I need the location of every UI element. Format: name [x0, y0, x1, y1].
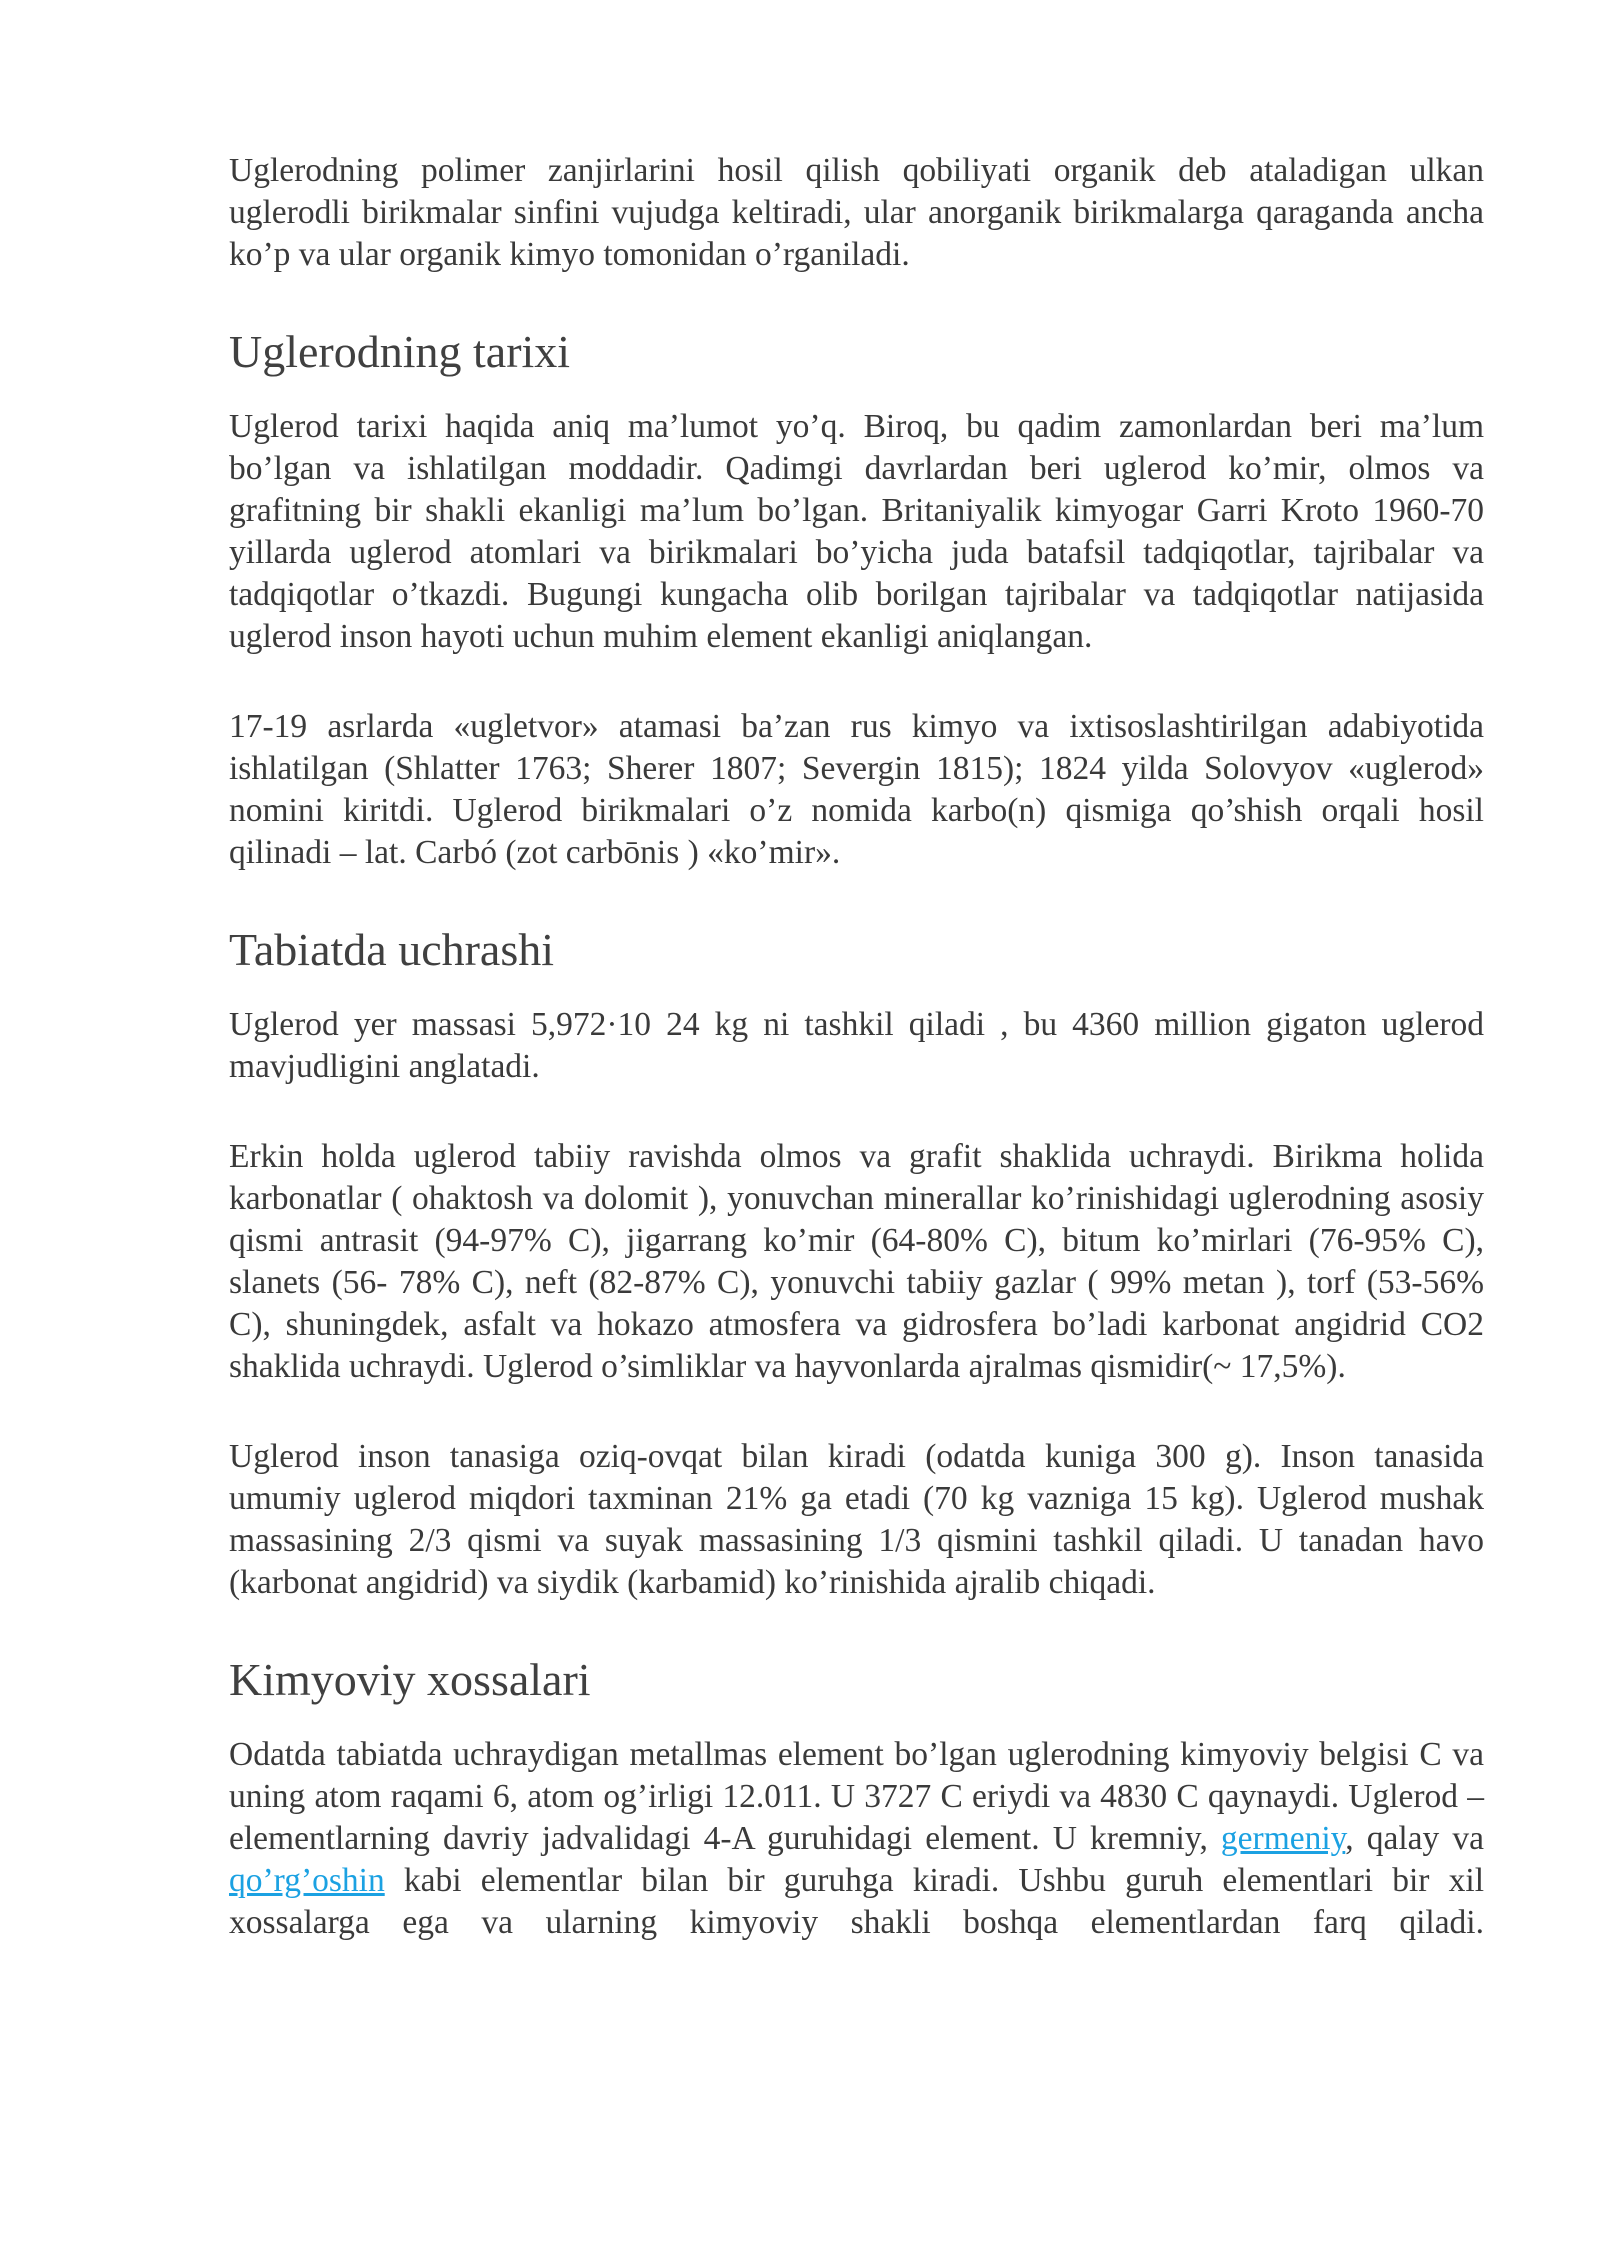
paragraph-chemical-properties — [229, 1734, 1484, 1944]
paragraph-history-1: Uglerod tarixi haqida aniq ma’lumot yo’q. Biroq, bu qadim zamonlardan beri ma’lum bo’lgan va ishlatilgan moddadir. Qadimgi davrlardan beri uglerod ko’mir, olmos va grafitning bir shakli ekanligi ma’lum bo’lgan. Britaniyalik kimyogar Garri Kroto 1960-70 yillarda uglerod atomlari va birikmalari bo’yicha juda batafsil tadqiqotlar, tajribalar va tadqiqotlar o’tkazdi. Bugungi kungacha olib borilgan tajribalar va tadqiqotlar natijasida uglerod inson hayoti uchun muhim element ekanligi aniqlangan. — [229, 408, 1484, 655]
paragraph-history-2: 17-19 asrlarda «ugletvor» atamasi ba’zan rus kimyo va ixtisoslashtirilgan adabiyotida ishlatilgan (Shlatter 1763; Sherer 1807; Severgin 1815); 1824 yilda Solovyov «uglerod» nomini kiritdi. Uglerod birikmalari o’z nomida karbo(n) qismiga qo’shish orqali hosil qilinadi – lat. Carbó (zot carbōnis ) «ko’mir». — [229, 708, 1484, 871]
heading-occurrence: Tabiatda uchrashi — [229, 924, 555, 975]
paragraph-occurrence-3: Uglerod inson tanasiga oziq-ovqat bilan kiradi (odatda kuniga 300 g). Inson tanasida umumiy uglerod miqdori taxminan 21% ga etadi (70 kg vazniga 15 kg). Uglerod mushak massasining 2/3 qismi va suyak massasining 1/3 qismini tashkil qiladi. U tanadan havo (karbonat angidrid) va siydik (karbamid) ko’rinishida ajralib chiqadi. — [229, 1438, 1484, 1601]
heading-history: Uglerodning tarixi — [229, 326, 571, 377]
paragraph-occurrence-2: Erkin holda uglerod tabiiy ravishda olmos va grafit shaklida uchraydi. Birikma holida karbonatlar ( ohaktosh va dolomit ), yonuvchan minerallar ko’rinishidagi uglerodning asosiy qismi antrasit (94-97% C), jigarrang ko’mir (64-80% C), bitum ko’mirlari (76-95% C), slanets (56- 78% C), neft (82-87% C), yonuvchi tabiiy gazlar ( 99% metan ), torf (53-56% C), shuningdek, asfalt va hokazo atmosfera va gidrosfera bo’ladi karbonat angidrid CO2 shaklida uchraydi. Uglerod o’simliklar va hayvonlarda ajralmas qismidir(~ 17,5%). — [229, 1138, 1484, 1385]
text-segment: kabi elementlar bilan bir guruhga kiradi. Ushbu guruh elementlari bir xil xossalarga ega va ularning kimyoviy shakli boshqa elementlardan farq qiladi. — [229, 1862, 1484, 1941]
paragraph-occurrence-1: Uglerod yer massasi 5,972·10 24 kg ni tashkil qiladi , bu 4360 million gigaton uglerod mavjudligini anglatadi. — [229, 1006, 1484, 1085]
document-body — [229, 150, 1484, 1944]
heading-chemical-properties: Kimyoviy xossalari — [229, 1654, 591, 1705]
link-qorgoshin[interactable]: qo’rg’oshin — [229, 1862, 385, 1899]
text-segment: Odatda tabiatda uchraydigan metallmas element bo’lgan uglerodning kimyoviy belgisi C va uning atom raqami 6, atom og’irligi 12.011. U 3727 C eriydi va 4830 C qaynaydi. Uglerod – elementlarning davriy jadvalidagi 4-A guruhidagi element. U kremniy, — [229, 1736, 1484, 1857]
paragraph-intro: Uglerodning polimer zanjirlarini hosil qilish qobiliyati organik deb ataladigan ulkan uglerodli birikmalar sinfini vujudga keltiradi, ular anorganik birikmalarga qaraganda ancha ko’p va ular organik kimyo tomonidan o’rganiladi. — [229, 152, 1484, 273]
text-segment: , qalay va — [1345, 1820, 1484, 1857]
link-germeniy[interactable]: germeniy — [1220, 1820, 1346, 1857]
